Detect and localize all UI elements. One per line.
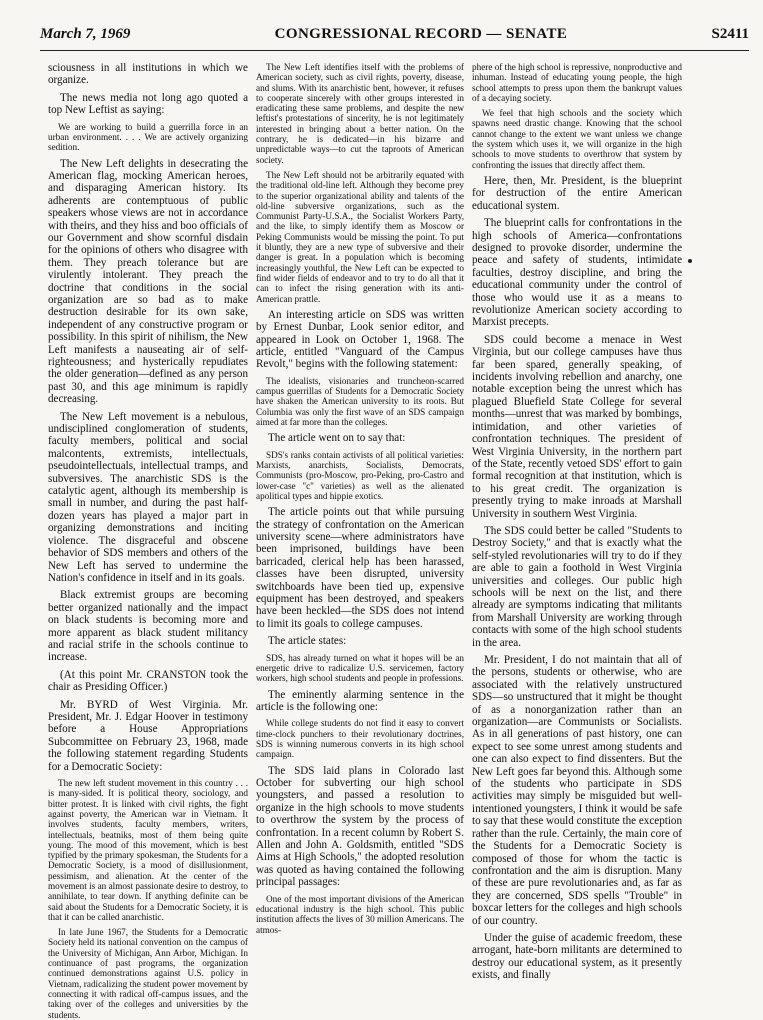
paragraph: The blueprint calls for confrontations in the high schools of America—confrontations designed to provoke disorder, undermine the peace and safety of students, intimidate faculties, destroy discipline, and bring the educational community under the control of those who would use it as a means to revolutionize American society according to Marxist precepts.	[472, 217, 682, 329]
paragraph: The news media not long ago quoted a top New Leftist as saying:	[48, 91, 248, 117]
quoted-paragraph: The idealists, visionaries and truncheon-scarred campus guerrillas of Students for a Democratic Society have shaken the American university to its roots. But Columbia was only the first wave of an SDS campaign aimed at far more than the colleges.	[256, 375, 464, 428]
quoted-paragraph: The New Left identifies itself with the problems of American society, such as civil rights, poverty, disease, and slums. With its anarchistic bent, however, it refuses to cooperate sincerely with other groups interested in eradicating these same problems, and despite the new leftist's protestations of sincerity, he is not legitimately interested in bringing about a better nation. On the contrary, he is dedicated—in his bizarre and unpredictable ways—to cut the taproots of American society.	[256, 62, 464, 165]
paragraph: The New Left delights in desecrating the American flag, mocking American heroes, and disparaging American history. Its adherents are contemptuous of public speakers whose views are not in accordance with theirs, and they hiss and boo officials of our Government and show scornful disdain for the opinions of others who disagree with them. They preach tolerance but are virulently intolerant. They preach the doctrine that conditions in the social organization are so bad as to make destruction desirable for its own sake, independent of any constructive program or possibility. In this spirit of nihilism, the New Left manifests a nauseating air of self-righteousness; and hysterically repudiates the older generation—defined as any person past 30, and this age minimum is rapidly decreasing.	[48, 157, 248, 406]
paragraph: An interesting article on SDS was written by Ernest Dunbar, Look senior editor, and appeared in Look on October 1, 1968. The article, entitled "Vanguard of the Campus Revolt," begins with the following statement:	[256, 308, 464, 371]
quoted-paragraph: The new left student movement in this country . . . is many-sided. It is political theory, sociology, and bitter protest. It is linked with civil rights, the fight against poverty, the American war in Vietnam. It involves students, faculty members, writers, intellectuals, beatniks, most of them being quite young. The mood of this movement, which is best typified by the primary spokesman, the Students for a Democratic Society, is a mood of disillusionment, pessimism, and alienation. At the center of the movement is an almost passionate desire to destroy, to annihilate, to tear down. If anything definite can be said about the Students for a Democratic Society, it is that it can be called anarchistic.	[48, 778, 248, 922]
header-title: CONGRESSIONAL RECORD — SENATE	[274, 26, 568, 42]
paragraph: Here, then, Mr. President, is the blueprint for destruction of the entire American educational system.	[472, 174, 682, 212]
paragraph: Black extremist groups are becoming better organized nationally and the impact on black students is becoming more and more apparent as black student militancy and racial strife in the schools continue to increase.	[48, 589, 248, 664]
quoted-paragraph: phere of the high school is repressive, nonproductive and inhuman. Instead of educating young people, the high school attempts to press upon them the bankrupt values of a decaying society.	[472, 62, 682, 103]
paragraph: The article states:	[268, 635, 347, 648]
paragraph: The SDS could better be called "Students to Destroy Society," and that is exactly what the self-styled revolutionaries will try to do if they are able to gain a foothold in West Virginia universities and colleges. Our public high schools will be next on the list, and there already are symptoms indicating that militants from Marshall University are working through contacts with some of the high school students in the area.	[472, 524, 682, 649]
quoted-paragraph: SDS's ranks contain activists of all political varieties: Marxists, anarchists, Socialists, Democrats, Communists (pro-Moscow, pro-Peking, pro-Castro and lower-case "c" varieties) as well as the alienated apolitical types and hippie exotics.	[256, 449, 464, 501]
paragraph: Under the guise of academic freedom, these arrogant, hate-born militants are determined to destroy our educational system, as it presently exists, and finally	[472, 931, 682, 982]
page-header	[40, 26, 749, 51]
paragraph: The article went on to say that:	[268, 432, 406, 445]
margin-dot-mark	[688, 259, 692, 263]
paragraph: Mr. BYRD of West Virginia. Mr. President, Mr. J. Edgar Hoover in testimony before a House Appropriations Subcommittee on February 23, 1968, made the following statement regarding Students for a Democratic Society:	[48, 698, 248, 773]
header-date: March 7, 1969	[40, 26, 131, 42]
quoted-paragraph: One of the most important divisions of the American educational industry is the high school. This public institution affects the lives of 30 million Americans. The atmos-	[256, 893, 464, 935]
column-2	[256, 62, 464, 987]
quoted-paragraph: SDS, has already turned on what it hopes will be an energetic drive to radicalize U.S. servicemen, factory workers, high school students and people in professions.	[256, 652, 464, 684]
paragraph: The article points out that while pursuing the strategy of confrontation on the American university scene—where administrators have been imprisoned, buildings have been barricaded, clerical help has been harassed, classes have been disrupted, university switchboards have been tied up, expensive equipment has been destroyed, and speakers have been heckled—the SDS does not intend to limit its goals to college campuses.	[256, 506, 464, 630]
paragraph: sciousness in all institutions in which we organize.	[48, 62, 248, 87]
quoted-paragraph: In late June 1967, the Students for a Democratic Society held its national convention on the campus of the University of Michigan, Ann Arbor, Michigan. In continuance of past programs, the organization continued demonstrations against U.S. policy in Vietnam, radicalizing the student power movement by connecting it with radical off-campus issues, and the taking over of the colleges and universities by the students.	[48, 927, 248, 1020]
header-page-number: S2411	[711, 26, 749, 42]
column-1	[48, 62, 248, 1020]
paragraph: The eminently alarming sentence in the article is the following one:	[256, 688, 464, 713]
column-3	[472, 62, 682, 987]
paragraph: Mr. President, I do not maintain that all of the persons, students or otherwise, who are associated with the relatively unstructured SDS—so unstructured that it might be thought of as a nonorganization rather than an organization—are Communists or Socialists. As in all generations of past history, one can expect to see some unrest among students and one can also expect to find dissenters. But the New Left goes far beyond this. Although some of the students who participate in SDS activities may simply be misguided but well-intentioned youngsters, I think it would be safe to say that these would constitute the exception rather than the rule. Certainly, the main core of the Students for a Democratic Society is composed of those for whom the tactic is confrontation and the aim is disruption. Many of these are pure revolutionaries and, as far as they are concerned, SDS spells "Trouble" in boxcar letters for the colleges and high schools of our country.	[472, 654, 682, 927]
quoted-paragraph: We feel that high schools and the society which spawns need drastic change. Knowing that the school cannot change to the extent we want unless we change the system which uses it, we will organize in the high schools to move students to overthrow that system by confronting the issues that directly affect them.	[472, 108, 682, 170]
quoted-paragraph: While college students do not find it easy to convert time-clock punchers to their revolutionary doctrines, SDS is winning numerous converts in its high school campaign.	[256, 718, 464, 760]
quoted-paragraph: The New Left should not be arbitrarily equated with the traditional old-line left. Although they become prey to the superior organizational ability and talents of the old-line subversive organizations, such as the Communist Party-U.S.A., the Socialist Workers Party, and the like, to simply identify them as Moscow or Peking Communists would be missing the point. To put it bluntly, they are a new type of subversive and their danger is great. In a population which is becoming increasingly youthful, the New Left can be expected to find wider fields of endeavor and to try to do all that it can to infect the rising generation with its anti-American prattle.	[256, 169, 464, 304]
quoted-paragraph: We are working to build a guerrilla force in an urban environment. . . . We are actively organizing sedition.	[48, 121, 248, 153]
paragraph: SDS could become a menace in West Virginia, but our college campuses have thus far been spared, generally speaking, of incidents involving rebellion and anarchy, one notable exception being the unrest which has plagued Bluefield State College for several months—unrest that was marked by bombings, intimidation, and other varieties of confrontation techniques. The president of West Virginia University, in the northern part of the State, recently vetoed SDS' effort to gain formal recognition at that institution, which is to his great credit. The organization is presently trying to make inroads at Marshall University in southern West Virginia.	[472, 333, 682, 520]
paragraph: The New Left movement is a nebulous, undisciplined conglomeration of students, faculty members, political and social malcontents, extremists, intellectuals, pseudointellectuals, intellectual tramps, and subversives. The anarchistic SDS is the catalytic agent, although its membership is small in number, and during the past half-dozen years has played a major part in organizing demonstrations and inciting violence. The disgraceful and obscene behavior of SDS members and others of the New Left has served to undermine the Nation's confidence in itself and in its goals.	[48, 410, 248, 584]
paragraph: (At this point Mr. CRANSTON took the chair as Presiding Officer.)	[48, 668, 248, 694]
paragraph: The SDS laid plans in Colorado last October for subverting our high school youngsters, and passed a resolution to organize in the high schools to move students to overthrow the system by the process of confrontation. In a recent column by Robert S. Allen and John A. Goldsmith, entitled "SDS Aims at High Schools," the adopted resolution was quoted as having contained the following principal passages:	[256, 764, 464, 889]
